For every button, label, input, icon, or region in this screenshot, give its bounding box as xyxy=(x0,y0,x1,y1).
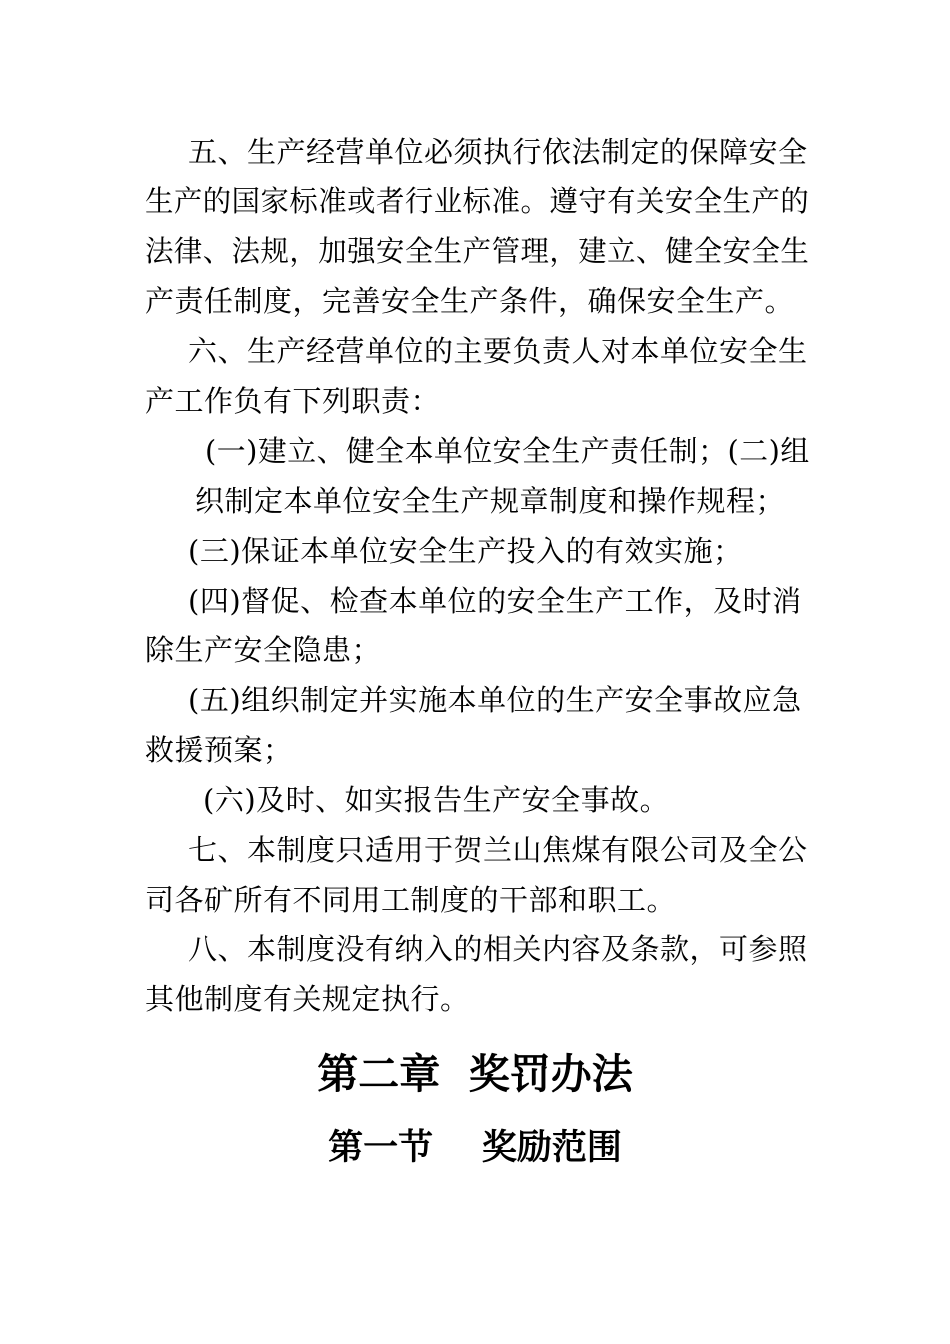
paragraph-line: (三)保证本单位安全生产投入的有效实施； xyxy=(188,534,743,568)
paragraph-line: 产责任制度，完善安全生产条件，确保安全生产。 xyxy=(145,284,795,318)
paragraph-line: 五、生产经营单位必须执行依法制定的保障安全 xyxy=(188,135,808,169)
paragraph-line: (五)组织制定并实施本单位的生产安全事故应急 xyxy=(188,683,802,717)
paragraph-line: 八、本制度没有纳入的相关内容及条款，可参照 xyxy=(188,932,808,966)
paragraph-line: 产工作负有下列职责： xyxy=(145,384,441,418)
paragraph-line: 其他制度有关规定执行。 xyxy=(145,982,470,1016)
paragraph-line: 救援预案； xyxy=(145,733,293,767)
paragraph-line: 生产的国家标准或者行业标准。遵守有关安全生产的 xyxy=(145,184,810,218)
paragraph-line: 除生产安全隐患； xyxy=(145,633,382,667)
paragraph-line: 七、本制度只适用于贺兰山焦煤有限公司及全公 xyxy=(188,833,808,867)
paragraph-line: (四)督促、检查本单位的安全生产工作，及时消 xyxy=(188,584,802,618)
paragraph-line: 法律、法规，加强安全生产管理，建立、健全安全生 xyxy=(145,234,810,268)
paragraph-line: (六)及时、如实报告生产安全事故。 xyxy=(203,783,670,817)
paragraph-line: 司各矿所有不同用工制度的干部和职工。 xyxy=(145,883,677,917)
paragraph-line: 织制定本单位安全生产规章制度和操作规程； xyxy=(195,484,786,518)
section-title: 第一节 奖励范围 xyxy=(328,1127,622,1168)
paragraph-line: 六、生产经营单位的主要负责人对本单位安全生 xyxy=(188,334,808,368)
chapter-title: 第二章 奖罚办法 xyxy=(317,1050,633,1098)
paragraph-line: (一)建立、健全本单位安全生产责任制；(二)组 xyxy=(205,434,810,468)
